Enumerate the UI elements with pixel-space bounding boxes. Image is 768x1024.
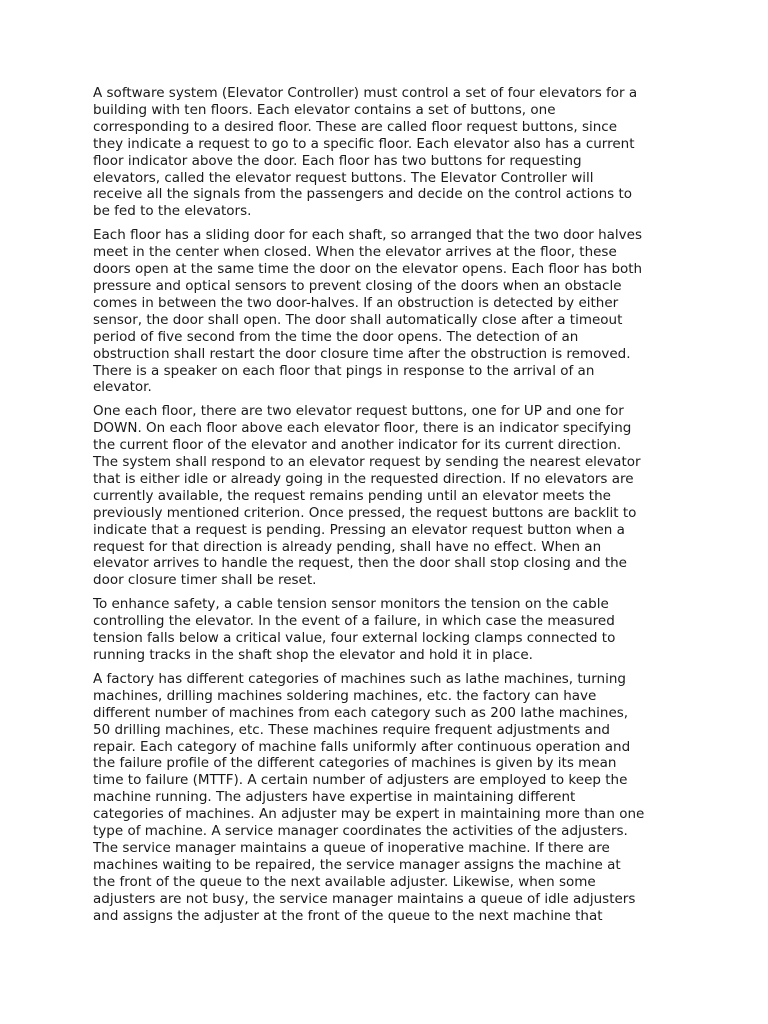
text-line: meet in the center when closed. When the elevator arrives at the floor, these: [93, 244, 617, 261]
paragraph: [93, 596, 683, 664]
text-line: tension falls below a critical value, four external locking clamps connected to: [93, 630, 616, 647]
text-line: and assigns the adjuster at the front of the queue to the next machine that: [93, 907, 603, 924]
text-line: DOWN. On each floor above each elevator floor, there is an indicator specifying: [93, 420, 632, 437]
text-line: elevators, called the elevator request buttons. The Elevator Controller will: [93, 169, 594, 186]
text-line: repair. Each category of machine falls uniformly after continuous operation and: [93, 738, 631, 755]
text-line: A factory has different categories of machines such as lathe machines, turning: [93, 670, 626, 687]
text-line: previously mentioned criterion. Once pressed, the request buttons are backlit to: [93, 504, 637, 521]
text-line: corresponding to a desired floor. These are called floor request buttons, since: [93, 118, 618, 135]
text-line: obstruction shall restart the door closure time after the obstruction is removed.: [93, 345, 631, 362]
text-line: running tracks in the shaft shop the elevator and hold it in place.: [93, 647, 533, 663]
text-line: the failure profile of the different categories of machines is given by its mean: [93, 755, 617, 772]
text-line: elevator.: [93, 379, 152, 396]
text-line: indicate that a request is pending. Pressing an elevator request button when a: [93, 521, 625, 538]
text-line: that is either idle or already going in the requested direction. If no elevators are: [93, 470, 634, 487]
text-line: machine running. The adjusters have expertise in maintaining different: [93, 789, 576, 806]
text-line: currently available, the request remains pending until an elevator meets the: [93, 487, 611, 504]
text-line: the front of the queue to the next available adjuster. Likewise, when some: [93, 873, 596, 890]
text-line: floor indicator above the door. Each floor has two buttons for requesting: [93, 152, 582, 169]
text-line: elevator arrives to handle the request, then the door shall stop closing and the: [93, 555, 627, 572]
text-line: type of machine. A service manager coordinates the activities of the adjusters.: [93, 823, 628, 840]
text-line: machines waiting to be repaired, the service manager assigns the machine at: [93, 856, 621, 873]
text-line: comes in between the two door-halves. If an obstruction is detected by either: [93, 294, 619, 311]
text-line: One each floor, there are two elevator request buttons, one for UP and one for: [93, 403, 624, 420]
text-line: time to failure (MTTF). A certain number of adjusters are employed to keep the: [93, 772, 628, 789]
text-line: the current floor of the elevator and another indicator for its current direction.: [93, 437, 622, 454]
text-line: controlling the elevator. In the event of a failure, in which case the measured: [93, 613, 615, 630]
text-line: different number of machines from each category such as 200 lathe machines,: [93, 704, 629, 721]
text-line: adjusters are not busy, the service manager maintains a queue of idle adjusters: [93, 890, 636, 907]
text-line: be fed to the elevators.: [93, 203, 252, 220]
text-line: machines, drilling machines soldering machines, etc. the factory can have: [93, 687, 597, 704]
text-line: The system shall respond to an elevator request by sending the nearest elevator: [93, 454, 641, 471]
text-line: 50 drilling machines, etc. These machines require frequent adjustments and: [93, 721, 610, 738]
text-line: The service manager maintains a queue of inoperative machine. If there are: [93, 839, 610, 856]
text-line: door closure timer shall be reset.: [93, 572, 317, 589]
text-line: doors open at the same time the door on the elevator opens. Each floor has both: [93, 261, 643, 278]
text-line: Each floor has a sliding door for each shaft, so arranged that the two door halves: [93, 227, 642, 244]
document-body: [93, 85, 683, 932]
text-line: categories of machines. An adjuster may be expert in maintaining more than one: [93, 806, 645, 823]
text-line: sensor, the door shall open. The door shall automatically close after a timeout: [93, 311, 623, 328]
text-line: There is a speaker on each floor that pings in response to the arrival of an: [93, 362, 595, 379]
text-line: request for that direction is already pending, shall have no effect. When an: [93, 538, 602, 555]
text-line: they indicate a request to go to a specific floor. Each elevator also has a current: [93, 135, 635, 152]
text-line: pressure and optical sensors to prevent closing of the doors when an obstacle: [93, 277, 622, 294]
paragraph: [93, 227, 683, 396]
text-line: receive all the signals from the passengers and decide on the control actions to: [93, 186, 633, 203]
paragraph: [93, 403, 683, 589]
paragraph: [93, 671, 683, 925]
text-line: building with ten floors. Each elevator contains a set of buttons, one: [93, 101, 556, 118]
text-line: A software system (Elevator Controller) must control a set of four elevators for a: [93, 85, 638, 101]
text-line: period of five second from the time the door opens. The detection of an: [93, 328, 579, 345]
text-line: To enhance safety, a cable tension sensor monitors the tension on the cable: [93, 596, 609, 613]
paragraph: [93, 85, 683, 220]
